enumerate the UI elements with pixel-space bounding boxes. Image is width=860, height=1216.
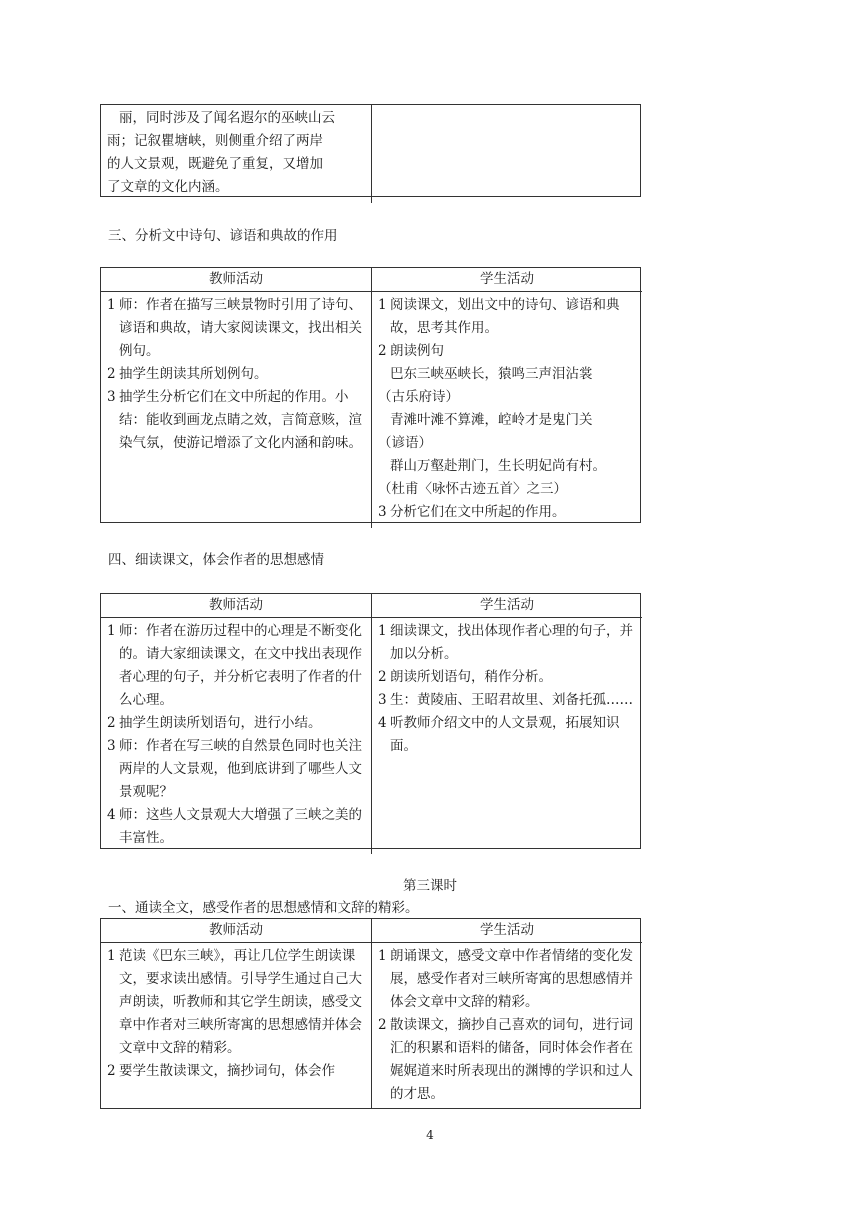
item-number: 4 [107, 807, 116, 823]
list-item: 3 分析它们在文中所起的作用。 [378, 501, 638, 524]
list-item [378, 1014, 638, 1106]
list-item: 2 朗读例句 [378, 340, 638, 363]
list-item [107, 1060, 367, 1083]
item-text: 朗读例句 [390, 343, 444, 359]
list-item [378, 689, 638, 712]
list-item [378, 945, 638, 1014]
quote-line: 青滩叶滩不算滩，崆岭才是鬼门关 [390, 412, 593, 428]
item-text: 分析它们在文中所起的作用。 [390, 504, 566, 520]
text-line: 雨；记叙瞿塘峡，则侧重介绍了两岸 [107, 133, 323, 149]
quote-source: （古乐府诗） [378, 389, 459, 405]
item-number: 1 [378, 623, 387, 639]
list-item [107, 735, 367, 804]
list-item [378, 712, 638, 758]
section-heading-3: 三、分析文中诗句、谚语和典故的作用 [108, 228, 338, 244]
continuation-student-cell [372, 105, 642, 203]
quote-line: 巴东三峡巫峡长，猿鸣三声泪沾裳 [390, 366, 593, 382]
item-number: 2 [378, 669, 387, 685]
list-item [107, 386, 367, 455]
list-item [378, 666, 638, 689]
item-number: 2 [107, 366, 116, 382]
item-text: 朗读所划语句，稍作分析。 [390, 669, 552, 685]
list-item [107, 294, 367, 363]
item-number: 1 [107, 297, 116, 313]
list-item [107, 804, 367, 850]
student-header: 学生活动 [372, 919, 642, 943]
section3-table [100, 267, 641, 523]
item-text: 听教师介绍文中的人文景观，拓展知识面。 [390, 715, 620, 754]
quote-line: 群山万壑赴荆门，生长明妃尚有村。 [390, 458, 606, 474]
continuation-teacher-cell [101, 105, 372, 203]
student-activities [372, 292, 642, 528]
item-number: 1 [107, 948, 116, 964]
continuation-table [100, 104, 641, 197]
student-activities [372, 943, 642, 1108]
list-item [107, 712, 367, 735]
item-number: 4 [378, 715, 387, 731]
quote-source: （杜甫〈咏怀古迹五首〉之三） [378, 481, 567, 497]
item-text: 抽学生朗读其所划例句。 [119, 366, 268, 382]
page-number: 4 [426, 1128, 434, 1142]
list-item [378, 620, 638, 666]
item-text: 范读《巴东三峡》，再让几位学生朗读课文，要求读出感情。引导学生通过自己大声朗读，听教师和其它学生朗读，感受文章中作者对三峡所寄寓的思想感情并体会文章中文辞的精彩。 [119, 948, 362, 1056]
list-item [107, 620, 367, 712]
teacher-activities [101, 943, 372, 1108]
teacher-header: 教师活动 [101, 919, 372, 943]
section4-table [100, 593, 641, 849]
teacher-header: 教师活动 [101, 268, 372, 292]
item-number: 2 [378, 1017, 387, 1033]
item-text: 细读课文，找出体现作者心理的句子，并加以分析。 [390, 623, 633, 662]
item-text: 抽学生分析它们在文中所起的作用。小结：能收到画龙点睛之效，言简意赅，渲染气氛，使游记增添了文化内涵和韵味。 [119, 389, 362, 451]
student-header: 学生活动 [372, 594, 642, 618]
lesson3-heading: 一、通读全文，感受作者的思想感情和文辞的精彩。 [108, 900, 419, 916]
list-item: 1 阅读课文，划出文中的诗句、谚语和典故，思考其作用。 [378, 294, 638, 340]
item-text: 生：黄陵庙、王昭君故里、刘备托孤…… [390, 692, 633, 708]
item-text: 朗诵课文，感受文章中作者情绪的变化发展，感受作者对三峡所寄寓的思想感情并体会文章中文辞的精彩。 [390, 948, 633, 1010]
item-number: 3 [107, 389, 116, 405]
item-text: 要学生散读课文，摘抄词句，体会作 [119, 1063, 335, 1079]
student-activities [372, 618, 642, 854]
item-number: 2 [107, 715, 116, 731]
item-text: 师：作者在写三峡的自然景色同时也关注两岸的人文景观，他到底讲到了哪些人文景观呢？ [119, 738, 362, 800]
text-line: 的人文景观，既避免了重复，又增加 [107, 156, 323, 172]
item-text: 师：作者在游历过程中的心理是不断变化的。请大家细读课文，在文中找出表现作者心理的句子，并分析它表明了作者的什么心理。 [119, 623, 362, 708]
list-item [107, 363, 367, 386]
text-line: 了文章的文化内涵。 [107, 179, 229, 195]
lesson-title: 第三课时 [403, 878, 457, 894]
text-line: 丽，同时涉及了闻名遐尔的巫峡山云 [119, 110, 335, 126]
item-number: 1 [378, 948, 387, 964]
item-text: 师：作者在描写三峡景物时引用了诗句、谚语和典故，请大家阅读课文，找出相关例句。 [119, 297, 362, 359]
item-text: 散读课文，摘抄自己喜欢的词句，进行词汇的积累和语料的储备，同时体会作者在娓娓道来时所表现出的渊博的学识和过人的才思。 [390, 1017, 633, 1102]
teacher-header: 教师活动 [101, 594, 372, 618]
student-header: 学生活动 [372, 268, 642, 292]
item-text: 抽学生朗读所划语句，进行小结。 [119, 715, 322, 731]
item-number: 2 [107, 1063, 116, 1079]
list-item [107, 945, 367, 1060]
item-number: 1 [107, 623, 116, 639]
item-number: 3 [378, 692, 387, 708]
item-text: 师：这些人文景观大大增强了三峡之美的丰富性。 [119, 807, 362, 846]
section-heading-4: 四、细读课文，体会作者的思想感情 [108, 552, 324, 568]
teacher-activities [101, 292, 372, 528]
teacher-activities [101, 618, 372, 854]
item-text: 阅读课文，划出文中的诗句、谚语和典故，思考其作用。 [390, 297, 620, 336]
quote-source: （谚语） [378, 435, 432, 451]
item-number: 3 [107, 738, 116, 754]
lesson3-table [100, 918, 641, 1109]
